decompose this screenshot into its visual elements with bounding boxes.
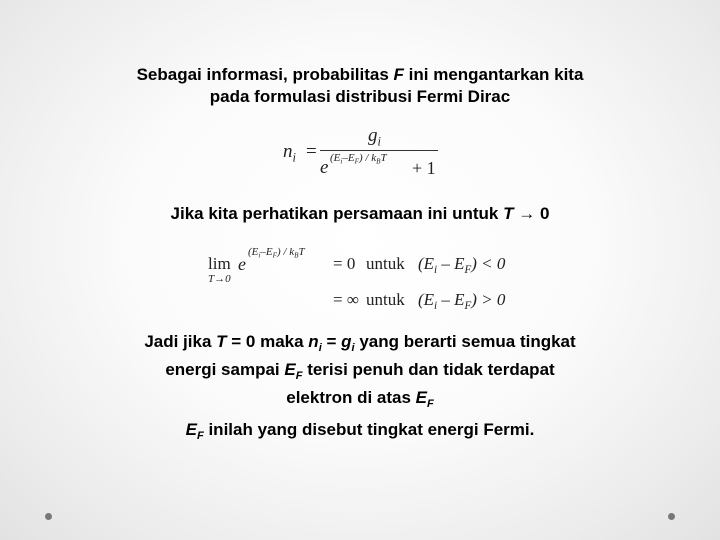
conclusion-text bbox=[0, 331, 720, 415]
intro-line-2: pada formulasi distribusi Fermi Dirac bbox=[209, 87, 511, 106]
formula-plus-one: + 1 bbox=[412, 158, 436, 178]
intro-line-1-b: ini mengantarkan kita bbox=[403, 65, 584, 84]
final-text: inilah yang disebut tingkat energi Fermi. bbox=[203, 420, 535, 439]
formula-lhs: $n_i$ bbox=[283, 141, 296, 165]
conclusion-line-3: elektron di atas $E_F$ bbox=[286, 387, 434, 410]
intro-line-1-a: Sebagai informasi, probabilitas bbox=[136, 65, 394, 84]
row1-untuk: untuk bbox=[366, 254, 405, 273]
formula-base-e: e bbox=[320, 157, 329, 178]
final-statement bbox=[0, 419, 720, 447]
formula-numerator: $g_i$ bbox=[368, 125, 381, 149]
row1-result: = 0 bbox=[333, 254, 356, 273]
intro-text bbox=[0, 64, 720, 108]
limit-base-e: e bbox=[238, 254, 246, 274]
formula-equals: = bbox=[306, 141, 317, 162]
conclusion-line-2: energi sampai $E_F$ terisi penuh dan tidak terdapat bbox=[165, 359, 555, 382]
limit-intro bbox=[0, 203, 720, 225]
row2-untuk: untuk bbox=[366, 290, 405, 309]
row1-condition: $(E_i - E_F) < 0$ bbox=[418, 254, 506, 276]
limit-intro-text: Jika kita perhatikan persamaan ini untuk bbox=[170, 204, 504, 223]
row2-result: = ∞ bbox=[333, 290, 359, 309]
intro-line-1 bbox=[0, 64, 720, 86]
lim-word: lim bbox=[208, 254, 231, 273]
limit-intro-value: 0 bbox=[539, 204, 550, 223]
arrow-icon: → bbox=[518, 204, 536, 223]
var-F: F bbox=[393, 65, 404, 84]
lim-under: T→0 bbox=[208, 273, 231, 285]
var-T: T bbox=[503, 204, 514, 223]
bullet-dot-left bbox=[45, 513, 52, 520]
conclusion-line-1: Jadi jika T = 0 maka $n_i = g_i$ yang berarti semua tingkat bbox=[144, 332, 576, 354]
fraction-bar bbox=[320, 150, 438, 151]
final-E-sub: F bbox=[196, 429, 204, 442]
row2-condition: $(E_i - E_F) > 0$ bbox=[418, 290, 506, 312]
limit-exponent: $(E_i-E_F) / k_BT$ bbox=[248, 246, 305, 260]
formula-exponent: $(E_i-E_F) / k_BT$ bbox=[330, 152, 387, 166]
bullet-dot-right bbox=[668, 513, 675, 520]
final-E: E bbox=[185, 420, 197, 439]
